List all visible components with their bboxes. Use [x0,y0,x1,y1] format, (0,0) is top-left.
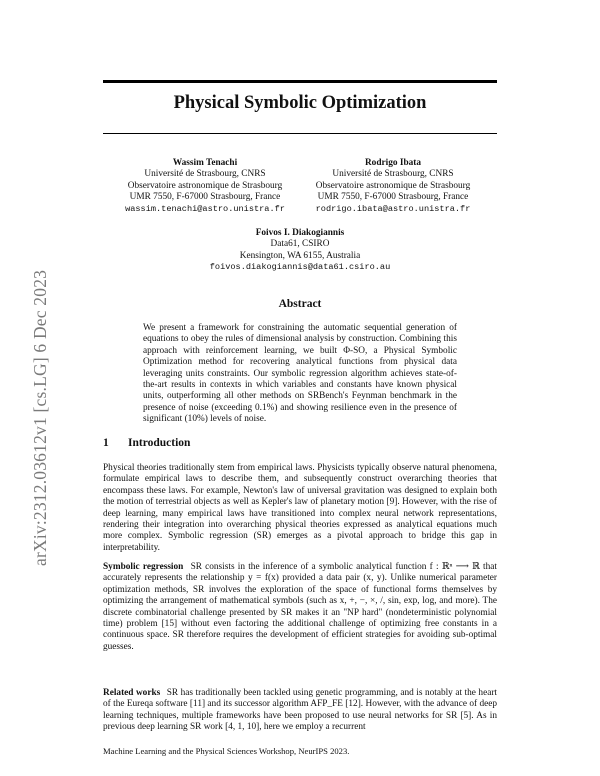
section-heading [103,437,190,449]
paper-title: Physical Symbolic Optimization [173,93,427,113]
author-block [298,158,488,215]
abstract-heading: Abstract [278,298,322,310]
paragraph-lead: Related works [103,688,161,698]
author-block [200,228,400,274]
author-name: Wassim Tenachi [172,158,238,168]
title-rule-bottom [103,133,497,134]
paragraph-text: SR has traditionally been tackled using genetic programming, and is notably at the heart of the Eureqa software [11] and its successor algorithm AFP_FE [12]. However, with the advance of deep learning techniques, multiple frameworks have been proposed to use neural networks for SR [5]. As in previous deep learning SR work [4, 1, 10], here we employ a recurrent [103,688,497,733]
author-affiliation: Université de Strasbourg, CNRS [332,169,454,180]
title-rule-top [103,80,497,83]
author-affiliation: Observatoire astronomique de Strasbourg [127,180,283,191]
author-block [110,158,300,215]
author-email: rodrigo.ibata@astro.unistra.fr [315,203,471,214]
author-email: wassim.tenachi@astro.unistra.fr [125,203,285,214]
section-number: 1 [103,437,109,449]
abstract-text: We present a framework for constraining the automatic sequential generation of equations to obey the rules of dimensional analysis by construction. Combining this approach with reinforcement learning, we built Φ-SO, a Physical Symbolic Optimization method for recovering analytical functions from physical data leveraging units constraints. Our symbolic regression algorithm achieves state-of-the-art results in contexts in which variables and constants have known physical units, outperforming all other methods on SRBench's Feynman benchmark in the presence of noise (exceeding 0.1%) and showing resilience even in the presence of significant (10%) levels of noise. [143,323,457,425]
intro-paragraph: Physical theories traditionally stem from empirical laws. Physicists typically observe natural phenomena, formulate empirical laws to describe them, and subsequently construct overarching theories that encompass these laws. For example, Newton's law of universal gravitation was designed to explain both the motion of terrestrial objects as well as Kepler's law of planetary motion [9]. However, with the rise of deep learning, many empirical laws have transitioned into complex neural network representations, rendering their integration into overarching physical theories expressed as analytical equations much more complex. Symbolic regression (SR) emerges as a pivotal approach to bridge this gap in interpretability. [103,463,497,553]
author-affiliation: Université de Strasbourg, CNRS [144,169,266,180]
paragraph-lead: Symbolic regression [103,562,184,572]
author-email: foivos.diakogiannis@data61.csiro.au [209,262,391,273]
section-title: Introduction [128,437,191,449]
author-name: Rodrigo Ibata [364,158,422,168]
page-footer: Machine Learning and the Physical Sciences Workshop, NeurIPS 2023. [103,746,350,756]
symbolic-regression-paragraph [103,562,497,653]
author-affiliation: Observatoire astronomique de Strasbourg [315,180,471,191]
paragraph-text: SR consists in the inference of a symbolic analytical function f : ℝⁿ ⟶ ℝ that accurately represents the relationship y = f(x) provided a data pair (x, y). Unlike numerical parameter optimization methods, SR involves the exploration of the space of functional forms themselves by optimizing the arrangement of mathematical symbols (such as x, +, −, ×, /, sin, exp, log, and more). The discrete combinatorial challenge presented by SR makes it an "NP hard" (nondeterministic polynomial time) problem [15] without even factoring the additional challenge of optimizing free constants in a continuous space. SR therefore requires the development of efficient strategies for avoiding sub-optimal guesses. [103,562,498,652]
author-affiliation: UMR 7550, F-67000 Strasbourg, France [317,192,469,203]
author-affiliation: Kensington, WA 6155, Australia [239,250,361,261]
author-affiliation: Data61, CSIRO [270,239,330,250]
related-works-paragraph [103,688,497,734]
author-affiliation: UMR 7550, F-67000 Strasbourg, France [129,192,281,203]
author-name: Foivos I. Diakogiannis [255,228,345,238]
arxiv-identifier: arXiv:2312.03612v1 [cs.LG] 6 Dec 2023 [30,269,50,566]
